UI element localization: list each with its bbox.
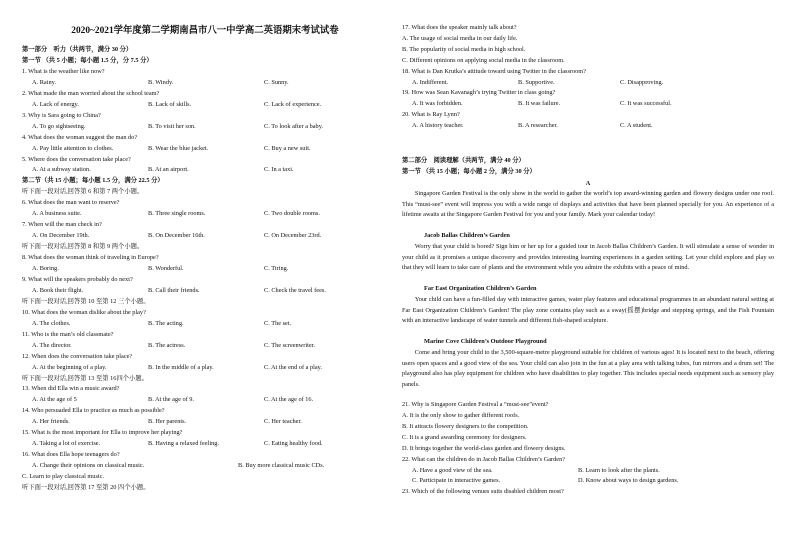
option-c: C. Participate in interactive games. <box>412 477 501 485</box>
option-b: B. On December 16th. <box>148 232 205 240</box>
question-text: 6. What does the man want to reserve? <box>22 199 120 207</box>
question-text: 11. Who is the man’s old classmate? <box>22 330 114 338</box>
question-text: 3. Why is Sara going to China? <box>22 111 101 119</box>
option-b: B. Having a relaxed feeling. <box>148 440 219 448</box>
passage-subheading: Marine Cove Children’s Outdoor Playground <box>424 337 547 345</box>
option-b: B. Three single rooms. <box>148 210 206 218</box>
option-c: C. On December 23rd. <box>264 232 322 240</box>
question-text: 22. What can the children do in Jacob Ballas Children’s Garden? <box>402 455 566 463</box>
option-b: B. A researcher. <box>518 122 558 130</box>
question-text: 12. When does the conversation take place? <box>22 352 133 360</box>
option-c: C. Two double rooms. <box>264 210 320 218</box>
option-b: B. Lack of skills. <box>148 100 192 108</box>
option-b: B. The acting. <box>148 319 184 327</box>
option-a: A. Taking a lot of exercise. <box>32 440 101 448</box>
option-a: A. Book their flight. <box>32 286 84 294</box>
section-heading: 第一部分 听力（共两节，满分 30 分） <box>22 46 133 53</box>
option-a: A. To go sightseeing. <box>32 122 86 130</box>
question-text: 9. What will the speakers probably do next? <box>22 275 133 283</box>
option-c: C. In a taxi. <box>264 166 294 174</box>
question-text: 16. What does Ella hope teenagers do? <box>22 451 120 459</box>
question-text: 1. What is the weather like now? <box>22 67 105 75</box>
option-a: A. It was forbidden. <box>412 100 463 108</box>
option-c: C. At the age of 16. <box>264 396 314 404</box>
question-text: 听下面一段对话,回答第 17 至第 20 四个小题。 <box>22 484 150 491</box>
option-c: C. At the end of a play. <box>264 363 322 371</box>
option-c: C. Her teacher. <box>264 418 302 426</box>
option-c: C. To look after a baby. <box>264 122 324 130</box>
question-text: C. Learn to play classical music. <box>22 473 105 481</box>
option-a: A. At the beginning of a play. <box>32 363 107 371</box>
question-text: 5. Where does the conversation take place? <box>22 155 131 163</box>
question-text: 10. What does the woman dislike about the play? <box>22 308 146 316</box>
exam-title: 2020~2021学年度第二学期南昌市八一中学高二英语期末考试试卷 <box>71 26 339 36</box>
question-text: 21. Why is Singapore Garden Festival a “must-see”event? <box>402 401 549 409</box>
question-text: 8. What does the woman think of traveling in Europe? <box>22 254 159 262</box>
option-b: B. Wear the blue jacket. <box>148 144 209 152</box>
option-b: B. Her parents. <box>148 418 187 426</box>
option-b: B. Buy more classical music CDs. <box>238 462 325 470</box>
option-c: C. Tiring. <box>264 265 289 272</box>
option-a: A. Boring. <box>32 265 59 272</box>
option-a: A. Rainy. <box>32 78 56 86</box>
section-heading: 第二节（共 15 小题；每小题 1.5 分，满分 22.5 分） <box>22 177 164 185</box>
question-text: 20. What is Ray Lynn? <box>402 111 460 119</box>
option-b: B. Supportive. <box>518 78 555 86</box>
option-a: A. Indifferent. <box>412 78 449 86</box>
option-c: C. Buy a new suit. <box>264 144 311 152</box>
option-b: B. To visit her son. <box>148 122 196 130</box>
option-b: B. In the middle of a play. <box>148 363 214 371</box>
option-a: A. At the age of 5 <box>32 396 77 404</box>
option-d: D. Know about ways to design gardens. <box>578 477 679 485</box>
option-a: A. On December 19th. <box>32 232 90 240</box>
option-b: B. Wonderful. <box>148 265 184 272</box>
option-a: A. A history teacher. <box>412 122 464 130</box>
option-a: A. The director. <box>32 341 72 349</box>
question-text: 4. What does the woman suggest the man do? <box>22 133 138 141</box>
option-b: B. At the age of 9. <box>148 396 194 404</box>
question-text: 听下面一段对话,回答第 6 和第 7 两个小题。 <box>22 188 144 196</box>
option-c: C. Lack of experience. <box>264 100 322 108</box>
passage-paragraph: Your child can have a fun-filled day with interactive games, water play features and educational programmes in an abundant natural setting at Far East Organization Children’s Garden! The play zone contains play such as a sway(摇摆)bridge and stepping springs, and the Fish Fountain with an interactive landscape of water tunnels and different fish-shaped sculpture. <box>402 296 774 325</box>
option-c: C. The set. <box>264 319 292 327</box>
question-text: 23. Which of the following venues suits disabled children most? <box>402 488 564 496</box>
option-text: B. It attracts flowery designers to the competition. <box>402 422 529 430</box>
option-text: C. It is a grand awarding ceremony for designers. <box>402 433 527 441</box>
section-heading: 第一节 （共 15 小题；每小题 2 分，满分 30 分） <box>402 167 536 175</box>
question-text: 听下面一段对话,回答第 8 和第 9 两个小题。 <box>22 243 144 251</box>
option-b: B. Call their friends. <box>148 286 200 294</box>
option-c: C. A student. <box>620 122 653 130</box>
question-text: 13. When did Ella win a music award? <box>22 385 120 393</box>
question-text: 7. When will the man check in? <box>22 221 102 229</box>
question-text: 15. What is the most important for Ella to improve her playing? <box>22 429 183 437</box>
option-c: C. Eating healthy food. <box>264 440 323 448</box>
question-text: 听下面一段对话,回答第 10 至第 12 三个小题。 <box>22 297 150 305</box>
option-a: A. At a subway station. <box>32 166 91 174</box>
option-a: A. Pay little attention to clothes. <box>32 144 114 152</box>
question-text: 听下面一段对话,回答第 13 至第 16四个小题。 <box>22 374 148 382</box>
question-text: B. The popularity of social media in high school. <box>402 45 526 53</box>
option-text: A. It is the only show to gather different roofs. <box>402 412 520 419</box>
option-a: A. Her friends. <box>32 418 70 426</box>
option-b: B. The actress. <box>148 341 186 349</box>
option-a: A. The clothes. <box>32 319 71 327</box>
question-text: 14. Who persuaded Ella to practice as much as possible? <box>22 407 165 415</box>
passage-paragraph: Come and bring your child to the 3,500-square-metre playground suitable for children of various ages! It is located next to the beach, offering users open spaces and a good view of the sea. Your child can also join in the fun at a play area with talking tubes, fun mirrors and a drum set! The playground also has play equipment for children who have disabilities to play together. This includes special needs equipment such as sensory play panels. <box>402 349 774 388</box>
question-text: A. The usage of social media in our daily life. <box>402 34 518 42</box>
question-text: C. Different opinions on applying social media in the classroom. <box>402 56 565 64</box>
option-b: B. At an airport. <box>148 166 189 174</box>
section-heading: 第二部分 阅读理解（共两节，满分 40 分） <box>402 157 525 164</box>
passage-subheading: Jacob Ballas Children’s Garden <box>424 231 510 239</box>
question-text: 17. What does the speaker mainly talk about? <box>402 24 517 31</box>
option-c: C. Disapproving. <box>620 78 664 86</box>
question-text: 19. How was Sean Kavanagh’s trying Twitter in class going? <box>402 89 556 97</box>
passage-label: A <box>585 179 591 187</box>
question-text: 2. What made the man worried about the school team? <box>22 89 160 97</box>
option-c: C. The screenwriter. <box>264 341 315 349</box>
question-text: 18. What is Dan Krutka’s attitude toward using Twitter in the classroom? <box>402 67 586 75</box>
option-text: D. It brings together the world-class garden and flowery designs. <box>402 444 566 452</box>
passage-paragraph: Singapore Garden Festival is the only show in the world to gather the world’s top award-winning garden and flowery designs under one roof. This “must-see” event will impress you with a wide range of displays and activities that have been planned specially for you. An experience of a lifetime awaits at the Singapore Garden Festival for you and your family. Mark your calendar today! <box>402 190 774 219</box>
section-heading: 第一节 （共 5 小题；每小题 1.5 分，分 7.5 分） <box>22 56 153 64</box>
option-b: B. It was failure. <box>518 100 561 108</box>
option-c: C. It was successful. <box>620 100 672 108</box>
option-a: A. Lack of energy. <box>32 100 79 108</box>
option-a: A. Change their opinions on classical music. <box>32 462 145 470</box>
passage-paragraph: Worry that your child is bored? Sign him or her up for a guided tour in Jacob Ballas Children’s Garden. It will stimulate a sense of wonder in your child as it promises a unique discovery and provides interesting learning experiences in a garden setting. Let your child explore and play so that they will learn to take care of plants and the environment while you admire the exhibits with a peace of mind. <box>402 243 774 272</box>
option-b: B. Learn to look after the plants. <box>578 466 660 474</box>
option-c: C. Sunny. <box>264 78 289 86</box>
passage-subheading: Far East Organization Children’s Garden <box>424 284 537 292</box>
option-c: C. Check the travel fees. <box>264 286 326 294</box>
option-a: A. Have a good view of the sea. <box>412 466 493 474</box>
option-a: A. A business suite. <box>32 210 82 218</box>
option-b: B. Windy. <box>148 78 174 86</box>
